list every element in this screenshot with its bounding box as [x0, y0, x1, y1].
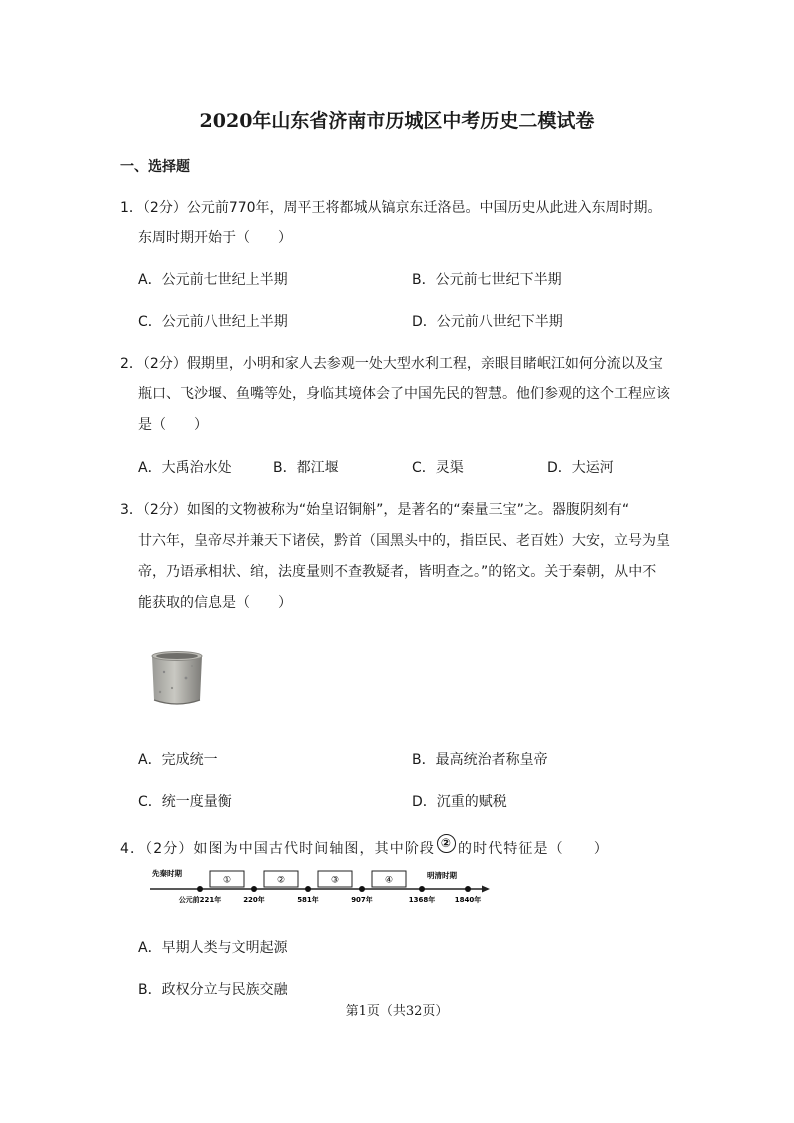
timeline-year-2: 220年: [243, 896, 265, 904]
timeline-year-6: 1840年: [454, 896, 482, 904]
question-3-option-b: B．最高统治者称皇帝: [412, 752, 548, 768]
timeline-diagram: [150, 866, 490, 908]
timeline-node-5: [419, 886, 425, 892]
question-2-line-1: 2．（2分）假期里，小明和家人去参观一处大型水利工程，亲眼目睹岷江如何分流以及宝: [120, 356, 663, 372]
question-3-line-3: 帝，乃语承相状、绾，法度量则不查教疑者，皆明查之。”的铭文。关于秦朝，从中不: [138, 564, 657, 580]
question-4-option-b: B．政权分立与民族交融: [138, 982, 288, 998]
section-heading: 一、选择题: [120, 159, 190, 175]
timeline-stage-3: ③: [330, 875, 340, 886]
question-1-option-b: B．公元前七世纪下半期: [412, 272, 562, 288]
timeline-stage-4: ④: [384, 875, 394, 886]
question-2-option-b: B．都江堰: [273, 460, 339, 476]
timeline-node-4: [359, 886, 365, 892]
timeline-right-label: 明清时期: [427, 871, 457, 880]
timeline-node-1: [197, 886, 203, 892]
question-1-option-d: D．公元前八世纪下半期: [412, 314, 563, 330]
question-2-option-c: C．灵渠: [412, 460, 464, 476]
question-4-stem: [120, 834, 609, 859]
question-3-line-1: 3．（2分）如图的文物被称为“始皇诏铜斛”，是著名的“秦量三宝”之。器腹阴刻有“: [120, 502, 630, 518]
timeline-arrow: [482, 886, 490, 893]
question-2-option-d: D．大运河: [547, 460, 614, 476]
question-3-line-2: 廿六年，皇帝尽并兼天下诸侯，黔首（国黑头中的，指臣民、老百姓）大安，立号为皇: [138, 533, 670, 549]
bronze-vessel-image: [146, 648, 208, 710]
question-3-option-d: D．沉重的赋税: [412, 794, 507, 810]
timeline-node-3: [305, 886, 311, 892]
question-1-option-a: A．公元前七世纪上半期: [138, 272, 288, 288]
timeline-node-6: [465, 886, 471, 892]
question-2-line-3: 是（ ）: [138, 417, 208, 433]
timeline-year-3: 581年: [297, 896, 319, 904]
question-3-option-c: C．统一度量衡: [138, 794, 232, 810]
stage-2-marker: ②: [437, 834, 456, 853]
page-footer: 第1页（共32页）: [345, 1004, 449, 1019]
page-title: 2020年山东省济南市历城区中考历史二模试卷: [199, 110, 595, 132]
timeline-node-2: [251, 886, 257, 892]
timeline-year-5: 1368年: [408, 896, 436, 904]
question-1-option-c: C．公元前八世纪上半期: [138, 314, 288, 330]
timeline-year-1: 公元前221年: [178, 896, 222, 904]
question-3-line-4: 能获取的信息是（ ）: [138, 595, 292, 611]
question-1-line-2: 东周时期开始于（ ）: [138, 230, 292, 246]
question-4-prefix: 4．（2分）如图为中国古代时间轴图，其中阶段: [120, 841, 436, 857]
question-4-option-a: A．早期人类与文明起源: [138, 940, 288, 956]
question-1-line-1: 1．（2分）公元前770年，周平王将都城从镐京东迁洛邑。中国历史从此进入东周时期。: [120, 200, 662, 216]
question-2-option-a: A．大禹治水处: [138, 460, 232, 476]
timeline-year-4: 907年: [351, 896, 373, 904]
timeline-left-label: 先秦时期: [152, 869, 182, 878]
timeline-stage-2: ②: [276, 875, 286, 886]
timeline-stage-1: ①: [222, 875, 232, 886]
question-4-suffix: 的时代特征是（ ）: [458, 841, 610, 857]
question-3-option-a: A．完成统一: [138, 752, 218, 768]
question-2-line-2: 瓶口、飞沙堰、鱼嘴等处，身临其境体会了中国先民的智慧。他们参观的这个工程应该: [138, 386, 670, 402]
